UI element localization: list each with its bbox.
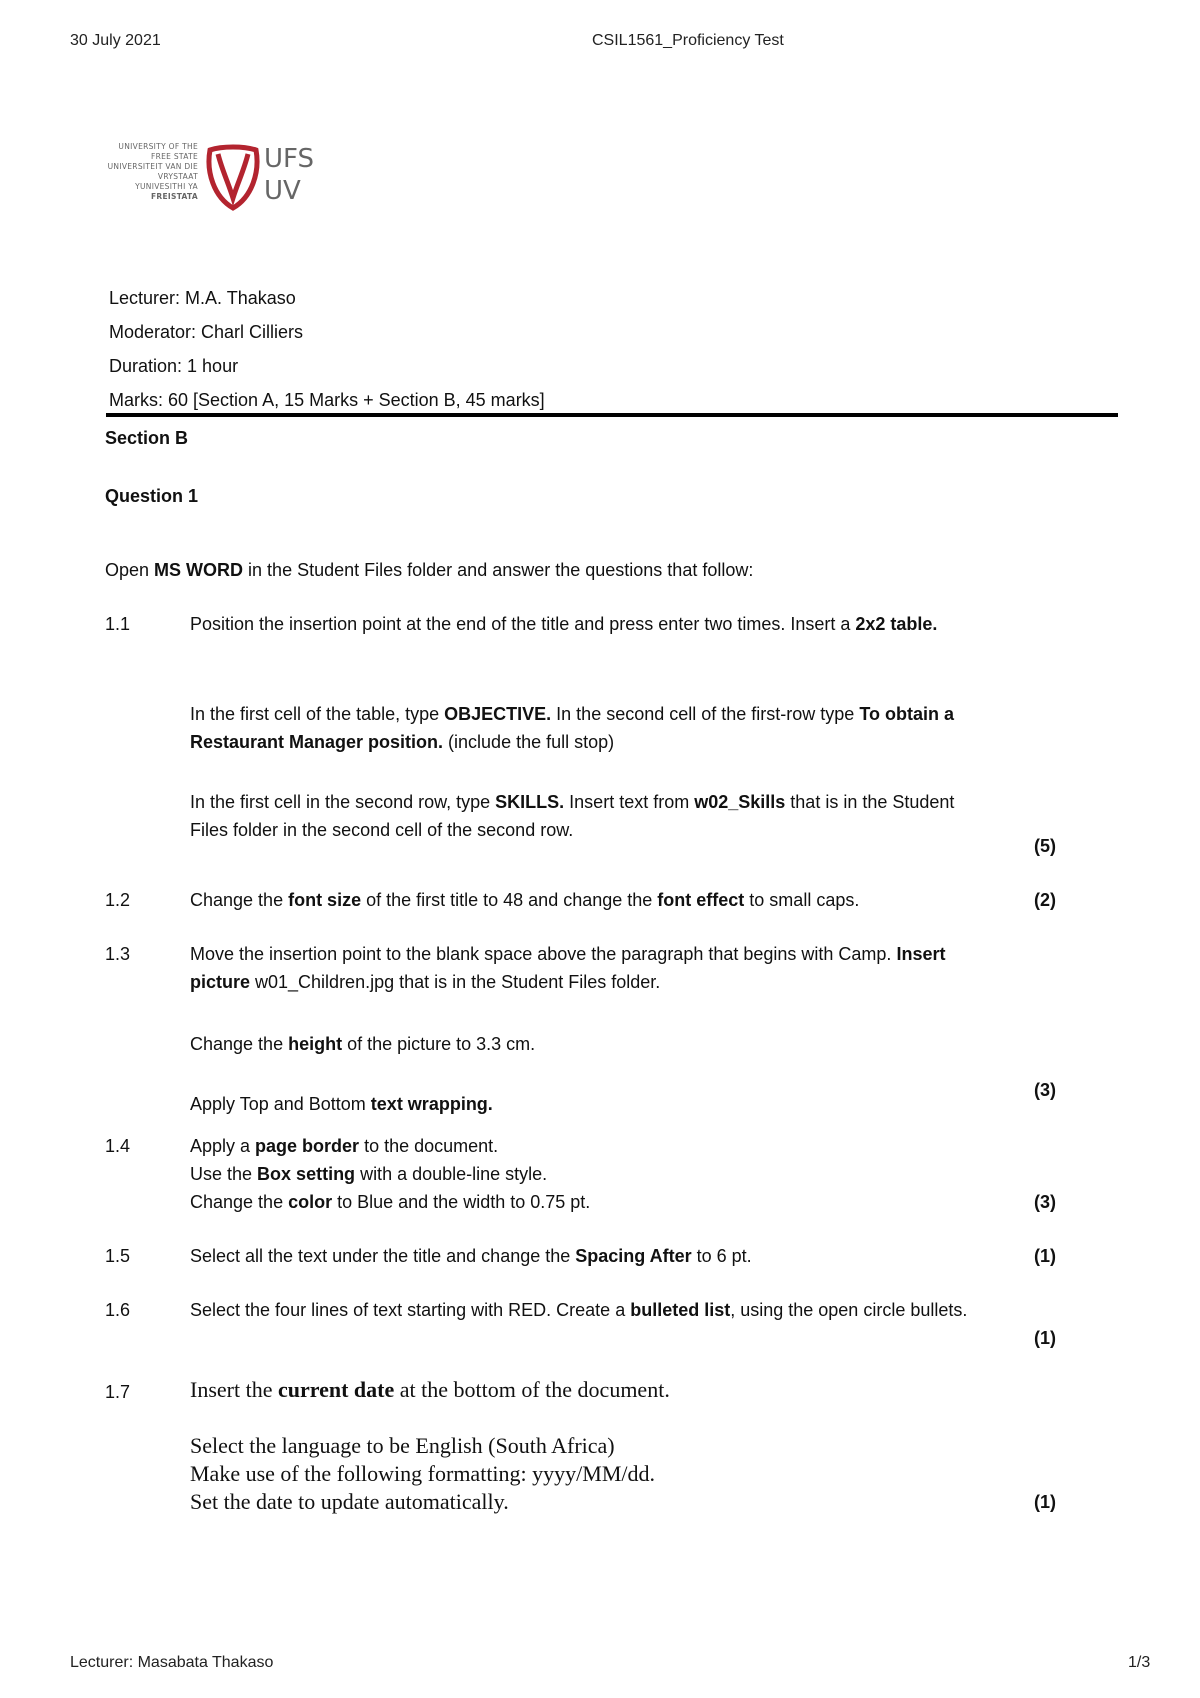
question-text: Set the date to update automatically. <box>190 1489 509 1514</box>
lecturer-line: Lecturer: M.A. Thakaso <box>109 288 296 308</box>
header-rule <box>106 413 1118 417</box>
question-text: Select the language to be English (South Africa) <box>190 1433 615 1458</box>
marks-line: Marks: 60 [Section A, 15 Marks + Section B, 45 marks] <box>109 390 545 410</box>
question-text: Change the font size of the first title to 48 and change the font effect to small caps. <box>190 890 860 910</box>
question-text: Make use of the following formatting: yyyy/MM/dd. <box>190 1461 655 1486</box>
question-number: 1.7 <box>105 1382 131 1402</box>
question-number: 1.5 <box>105 1246 131 1266</box>
question-text: Change the height of the picture to 3.3 cm. <box>190 1034 536 1054</box>
question-number: 1.1 <box>105 614 131 634</box>
question-text: Use the Box setting with a double-line style. <box>190 1164 548 1184</box>
question-text: Change the color to Blue and the width to 0.75 pt. <box>190 1192 591 1212</box>
question-title: Question 1 <box>105 486 199 506</box>
question-text: Select the four lines of text starting with RED. Create a bulleted list, using the open circle bullets. <box>190 1300 968 1320</box>
question-mark: (5) <box>1034 836 1056 856</box>
question-mark: (3) <box>1034 1192 1056 1212</box>
duration-line: Duration: 1 hour <box>109 356 239 376</box>
question-text: Apply a page border to the document. <box>190 1136 499 1156</box>
question-number: 1.6 <box>105 1300 131 1320</box>
header-date: 30 July 2021 <box>70 32 161 49</box>
moderator-line: Moderator: Charl Cilliers <box>109 322 304 342</box>
question-number: 1.2 <box>105 890 131 910</box>
question-mark: (1) <box>1034 1328 1056 1348</box>
question-text: Move the insertion point to the blank space above the paragraph that begins with Camp. Insert picture w01_Children.jpg that is in the Student Files folder. <box>190 944 946 992</box>
logo-mark-ufs: UFS <box>264 144 315 174</box>
question-mark: (1) <box>1034 1246 1056 1266</box>
question-number: 1.3 <box>105 944 131 964</box>
question-text: Select all the text under the title and change the Spacing After to 6 pt. <box>190 1246 752 1266</box>
logo-shield-icon <box>204 142 262 212</box>
logo-mark-uv: UV <box>264 176 301 206</box>
question-text: Insert the current date at the bottom of the document. <box>190 1377 670 1402</box>
intro-text: Open MS WORD in the Student Files folder and answer the questions that follow: <box>105 560 754 580</box>
question-text: Position the insertion point at the end of the title and press enter two times. Insert a 2x2 table. <box>190 614 938 634</box>
question-mark: (1) <box>1034 1492 1056 1512</box>
section-title: Section B <box>105 428 189 448</box>
header-doc-title: CSIL1561_Proficiency Test <box>592 32 784 49</box>
question-mark: (2) <box>1034 890 1056 910</box>
footer-page-number: 1/3 <box>1128 1654 1151 1671</box>
logo-wordmark: UNIVERSITY OF THE FREE STATE UNIVERSITEIT VAN DIE VRYSTAAT YUNIVESITHI YA FREISTATA <box>107 142 198 201</box>
question-text: In the first cell in the second row, type SKILLS. Insert text from w02_Skills that is in the Student Files folder in the second cell of the second row. <box>190 792 955 840</box>
question-text: In the first cell of the table, type OBJECTIVE. In the second cell of the first-row type To obtain a Restaurant Manager position. (include the full stop) <box>190 704 954 752</box>
question-text: Apply Top and Bottom text wrapping. <box>190 1094 493 1114</box>
question-number: 1.4 <box>105 1136 131 1156</box>
university-logo <box>98 142 328 214</box>
question-mark: (3) <box>1034 1080 1056 1100</box>
footer-lecturer: Lecturer: Masabata Thakaso <box>70 1654 274 1671</box>
